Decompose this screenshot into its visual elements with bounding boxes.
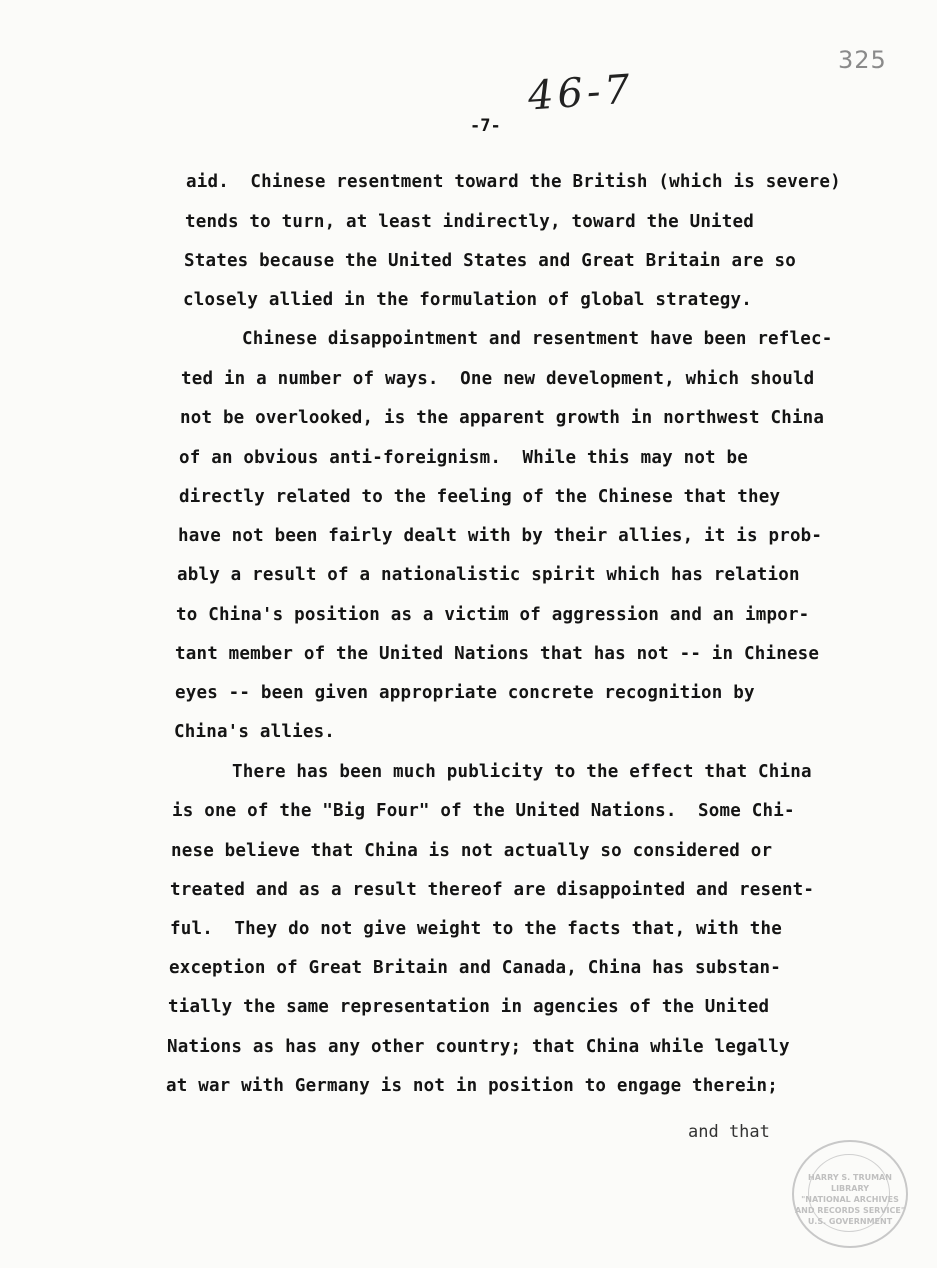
body-line: at war with Germany is not in position to engage therein; — [166, 1076, 778, 1096]
continuation-catchword: and that — [688, 1122, 770, 1142]
library-stamp — [792, 1140, 908, 1248]
body-line: tially the same representation in agencies of the United — [168, 997, 770, 1017]
stamp-bottom-text: U.S. GOVERNMENT — [807, 1217, 893, 1226]
body-line: Nations as has any other country; that China while legally — [167, 1037, 790, 1057]
stamp-center-text: "NATIONAL ARCHIVES AND RECORDS SERVICE" — [794, 1195, 905, 1215]
body-line: ably a result of a nationalistic spirit which has relation — [177, 565, 800, 585]
paragraph-start-line: There has been much publicity to the effect that China — [232, 762, 812, 782]
body-line: exception of Great Britain and Canada, China has substan- — [169, 958, 781, 978]
archive-page-number: 325 — [838, 46, 887, 74]
body-line: nese believe that China is not actually so considered or — [171, 841, 773, 861]
body-line: not be overlooked, is the apparent growth in northwest China — [180, 408, 825, 428]
paragraph-start-line: Chinese disappointment and resentment have been reflec- — [242, 329, 833, 349]
body-line: of an obvious anti-foreignism. While this may not be — [179, 448, 749, 468]
body-line: ful. They do not give weight to the facts that, with the — [170, 919, 782, 939]
handwritten-annotation: 46-7 — [526, 66, 636, 120]
body-line: tant member of the United Nations that has not -- in Chinese — [175, 644, 820, 664]
body-line: directly related to the feeling of the Chinese that they — [179, 487, 781, 507]
body-line: aid. Chinese resentment toward the British (which is severe) — [186, 172, 841, 192]
body-line: treated and as a result thereof are disappointed and resent- — [170, 880, 815, 900]
body-line: tends to turn, at least indirectly, toward the United — [185, 212, 755, 232]
body-line: closely allied in the formulation of global strategy. — [183, 290, 753, 310]
body-line: States because the United States and Great Britain are so — [184, 251, 796, 271]
stamp-text — [794, 1172, 906, 1227]
body-line: to China's position as a victim of aggression and an impor- — [176, 605, 810, 625]
page-number: -7- — [470, 116, 501, 136]
body-line: is one of the "Big Four" of the United Nations. Some Chi- — [172, 801, 795, 821]
body-line: have not been fairly dealt with by their allies, it is prob- — [178, 526, 823, 546]
body-line: ted in a number of ways. One new development, which should — [181, 369, 815, 389]
body-line: eyes -- been given appropriate concrete recognition by — [175, 683, 755, 703]
stamp-ring-text: HARRY S. TRUMAN LIBRARY — [808, 1173, 892, 1193]
body-line: China's allies. — [174, 722, 336, 742]
